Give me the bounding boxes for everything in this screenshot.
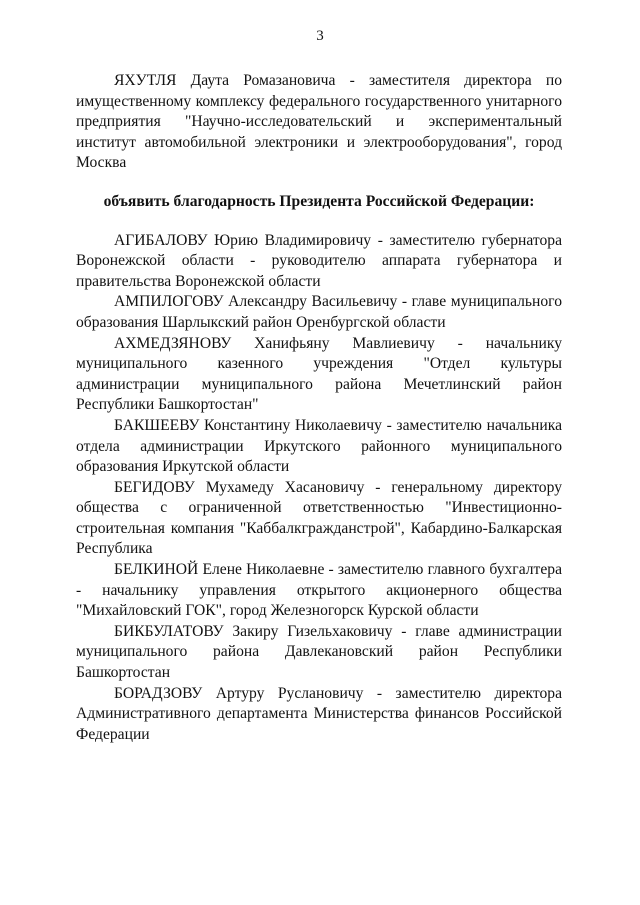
award-entry: БОРАДЗОВУ Артуру Руслановичу - заместителю директора Административного департамента Министерства финансов Российской Федерации: [76, 684, 562, 743]
award-entry: АМПИЛОГОВУ Александру Васильевичу - главе муниципального образования Шарлыкский район Оренбургской области: [76, 293, 562, 331]
page-number: 3: [316, 28, 324, 44]
award-entry: АГИБАЛОВУ Юрию Владимировичу - заместителю губернатора Воронежской области - руководителю аппарата губернатора и правительства Воронежской области: [76, 231, 562, 290]
award-entry: БИКБУЛАТОВУ Закиру Гизельхаковичу - главе администрации муниципального района Давлекановский район Республики Башкортостан: [76, 622, 562, 682]
award-entry: БАКШЕЕВУ Константину Николаевичу - заместителю начальника отдела администрации Иркутского районного муниципального образования Иркутской области: [76, 416, 562, 476]
document-body: [76, 71, 562, 745]
decree-heading: объявить благодарность Президента Российской Федерации:: [103, 192, 535, 210]
award-entry: БЕЛКИНОЙ Елене Николаевне - заместителю главного бухгалтера - начальнику управления открытого акционерного общества "Михайловский ГОК", город Железногорск Курской области: [76, 561, 562, 620]
intro-paragraph: ЯХУТЛЯ Даута Ромазановича - заместителя директора по имущественному комплексу федерального государственного унитарного предприятия "Научно-исследовательский и экспериментальный институт автомобильной электроники и электрооборудования", город Москва: [76, 72, 562, 172]
award-entry: АХМЕДЗЯНОВУ Ханифьяну Мавлиевичу - начальнику муниципального казенного учреждения "Отдел культуры администрации муниципального района Мечетлинский район Республики Башкортостан": [76, 334, 562, 414]
award-entry: БЕГИДОВУ Мухамеду Хасановичу - генеральному директору общества с ограниченной ответственностью "Инвестиционно-строительная компания "Каббалкгражданстрой", Кабардино-Балкарская Республика: [76, 478, 562, 558]
